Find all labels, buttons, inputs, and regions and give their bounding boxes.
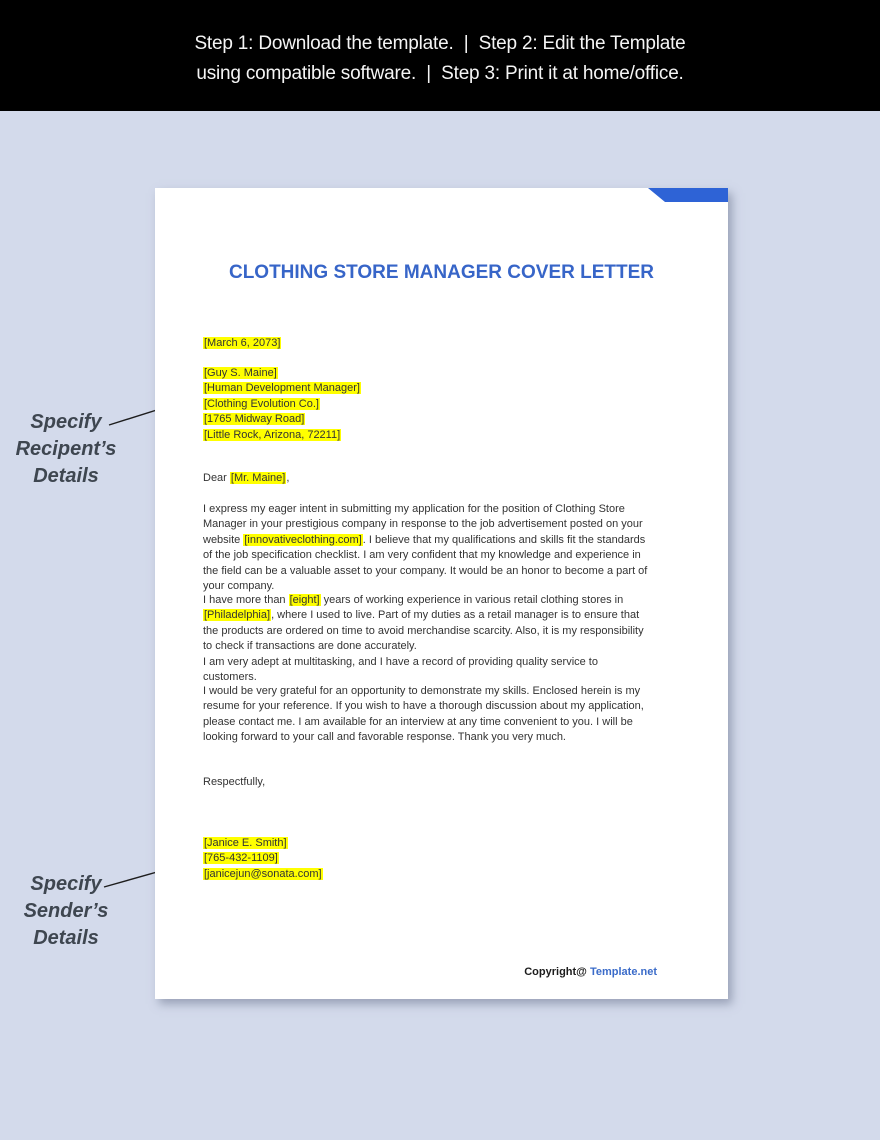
copyright-prefix: Copyright@ [524, 966, 590, 978]
template-net-link[interactable]: Template.net [589, 966, 657, 978]
copyright-line [524, 965, 657, 980]
sender-line: [765-432-1109] [204, 852, 278, 865]
closing-line: Respectfully, [203, 776, 266, 788]
recipient-annotation-line: Specify [30, 411, 102, 433]
sender-line: [janicejun@sonata.com] [204, 867, 322, 880]
recipient-line: [Guy S. Maine] [204, 367, 277, 379]
sender-details-block [203, 836, 652, 882]
letter-date [203, 336, 652, 351]
instruction-line-2: using compatible software. | Step 3: Print it at home/office. [196, 62, 684, 84]
sender-annotation-line: Specify [30, 873, 102, 895]
recipient-annotation-line: Recipent’s [15, 438, 117, 460]
body-paragraph-1: I express my eager intent in submitting my application for the position of Clothing Store Manager in your prestigious company in response to the job advertisement posted on your website [innovativeclothing.com]. I believe that my qualifications and skills fit the standards of the job specification checklist. I am very confident that my knowledge and experience in the field can be a valuable asset to your company. It would be an honor to become a part of your company. [203, 503, 648, 593]
recipient-line: [Human Development Manager] [204, 382, 360, 395]
recipient-annotation-line: Details [33, 465, 99, 487]
document-page [155, 188, 728, 999]
body-paragraph-2: I have more than [eight] years of working experience in various retail clothing stores in [Philadelphia], where I used to live. Part of my duties as a retail manager is to ensure that the products are ordered on time to avoid merchandise scarcity. Also, it is my responsibility to check if transactions are done accurately. I am very adept at multitasking, and I have a record of providing quality service to customers. [203, 594, 644, 684]
corner-tab-decoration [648, 188, 728, 202]
salutation-line: Dear [Mr. Maine], [203, 472, 290, 484]
recipient-line: [1765 Midway Road] [204, 413, 305, 426]
recipient-annotation [0, 409, 132, 490]
letter-date-value: [March 6, 2073] [204, 337, 281, 349]
instruction-line-1: Step 1: Download the template. | Step 2: Edit the Template [194, 32, 686, 54]
body-paragraph-3: I would be very grateful for an opportunity to demonstrate my skills. Enclosed herein is my resume for your reference. If you wish to have a thorough discussion about my application, please contact me. I am available for an interview at any time convenient to you. I will be looking forward to your call and favorable response. Thank you very much. [203, 685, 644, 744]
recipient-details-block [203, 366, 652, 443]
recipient-line: [Clothing Evolution Co.] [204, 397, 319, 410]
document-title: CLOTHING STORE MANAGER COVER LETTER [228, 262, 655, 283]
recipient-line: [Little Rock, Arizona, 72211] [204, 428, 341, 441]
sender-annotation [0, 871, 132, 952]
sender-annotation-line: Details [33, 927, 99, 949]
sender-annotation-line: Sender’s [23, 900, 109, 922]
sender-line: [Janice E. Smith] [204, 837, 287, 849]
instruction-bar [0, 0, 880, 111]
